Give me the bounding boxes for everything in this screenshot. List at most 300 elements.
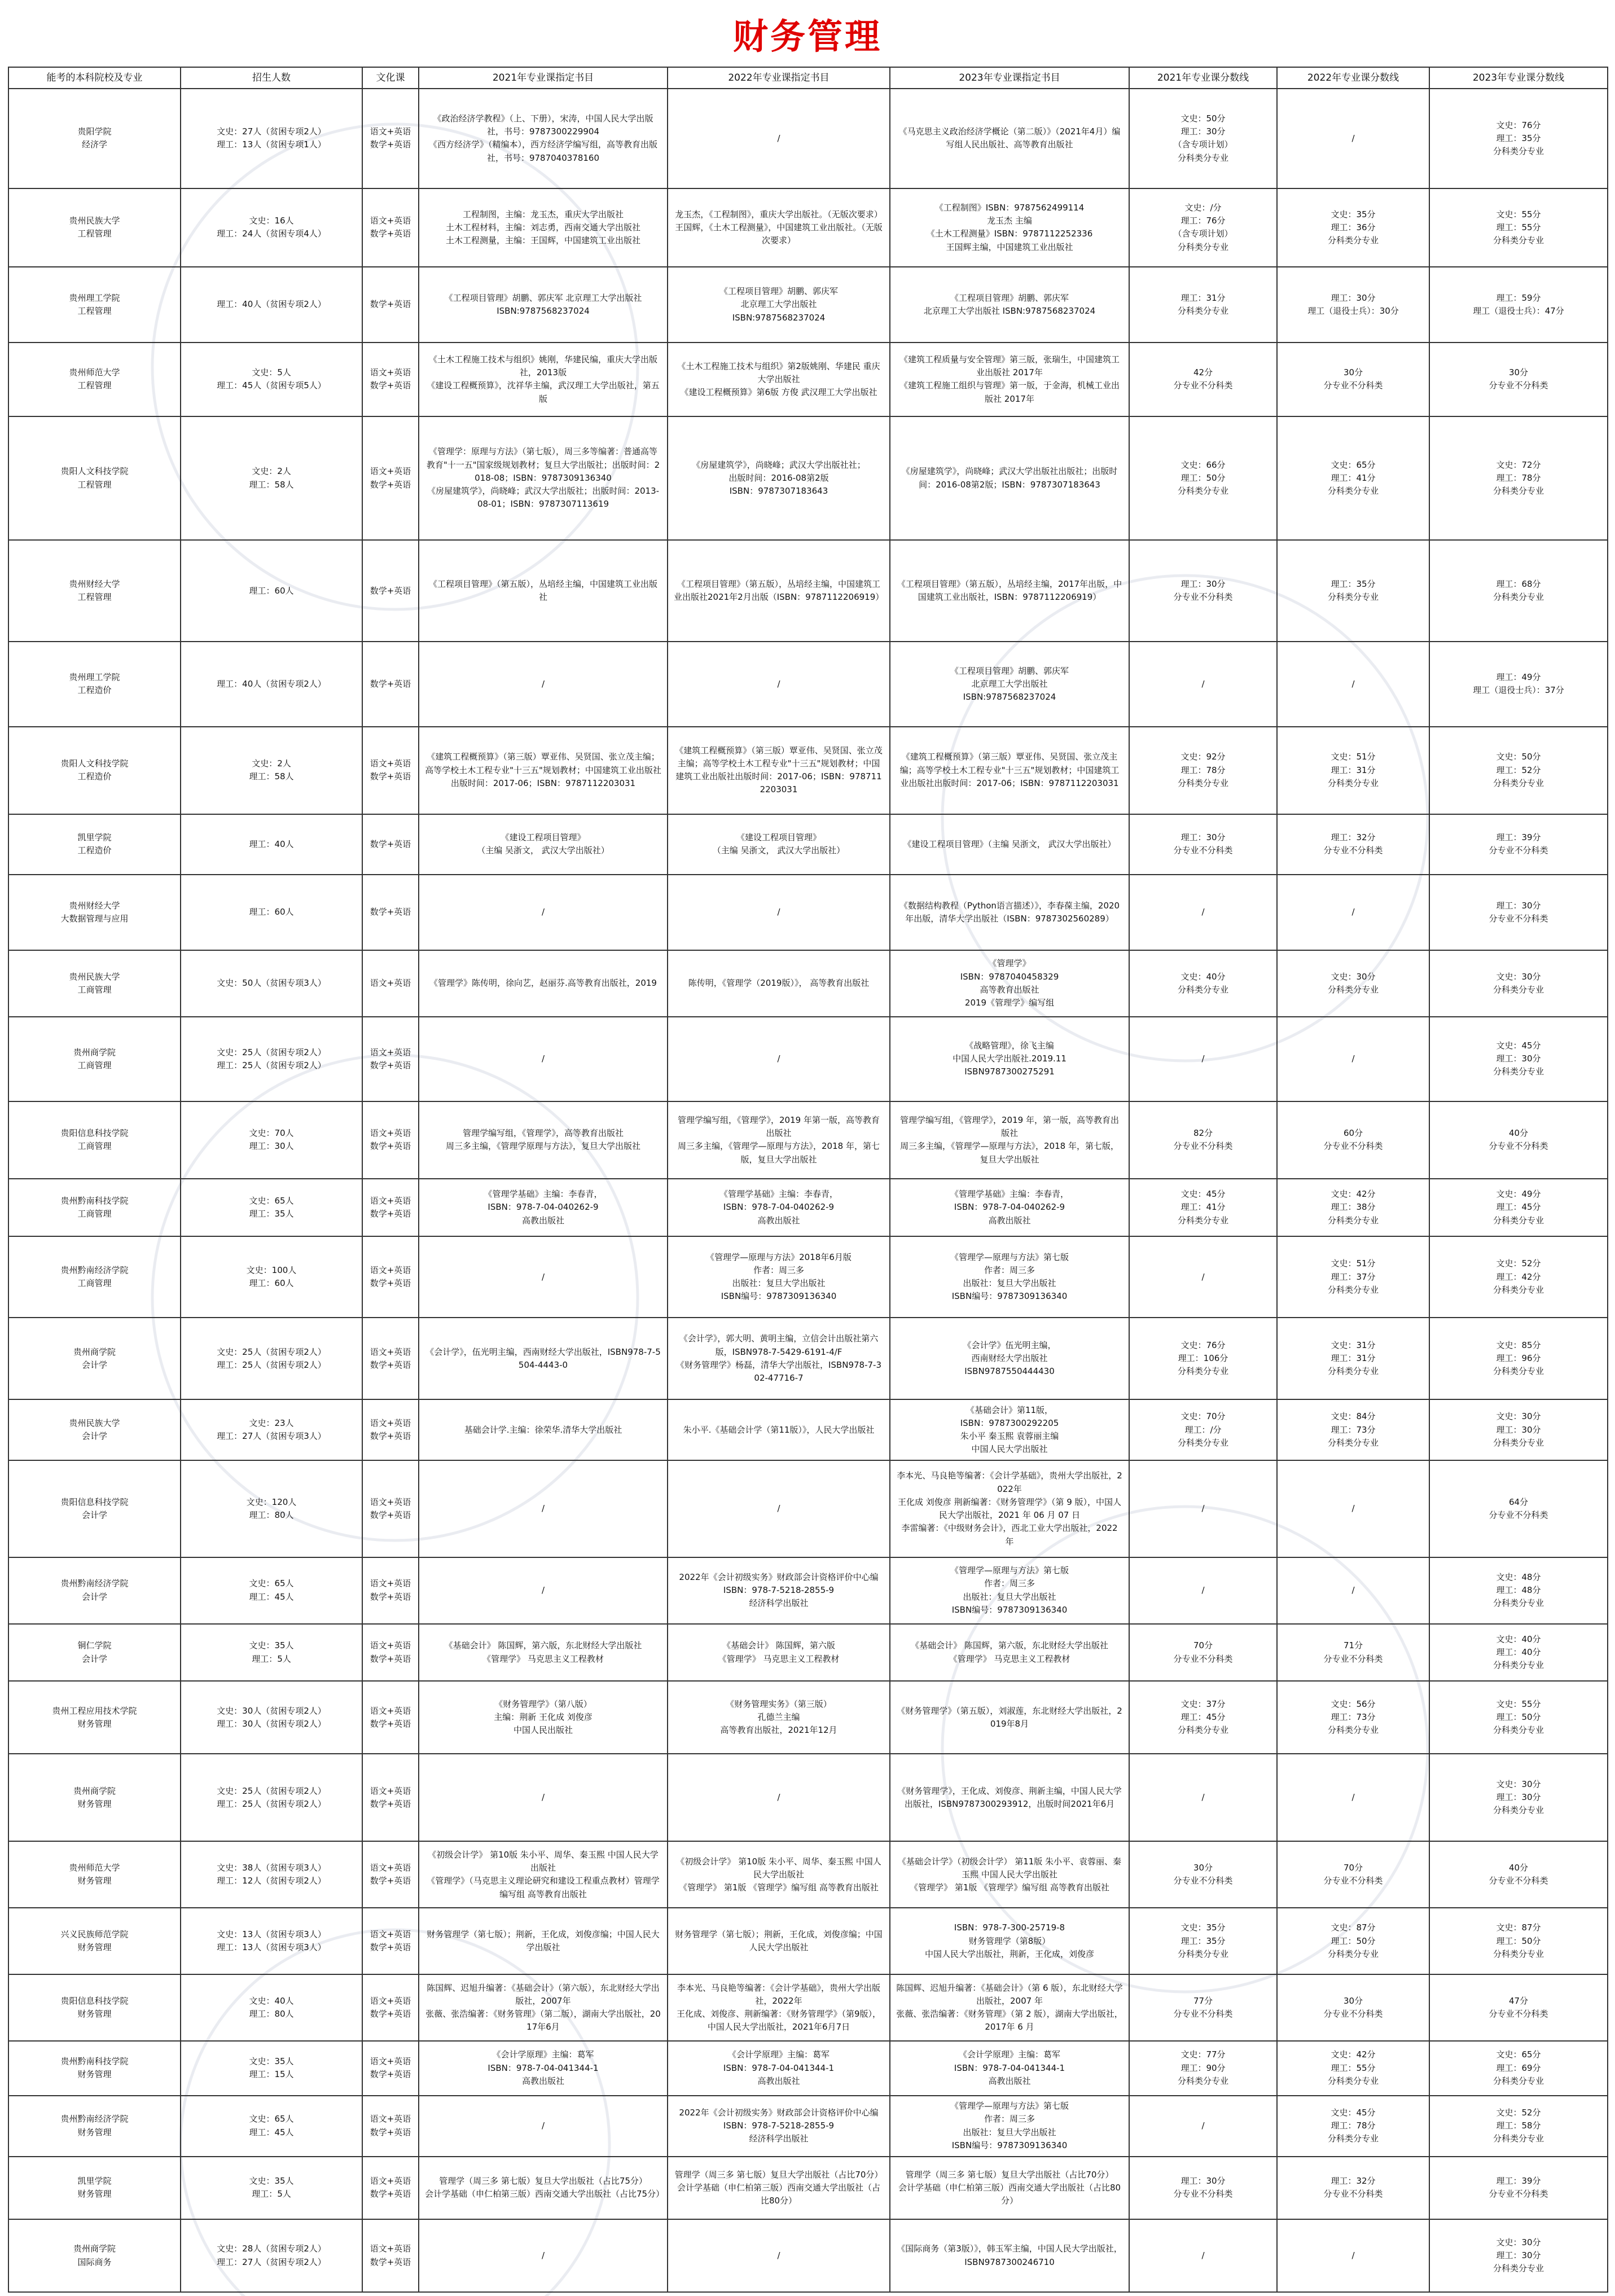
- score-2022-cell: /: [1277, 1460, 1429, 1557]
- books-2022-cell: 朱小平.《基础会计学（第11版）》，人民大学出版社: [668, 1399, 890, 1460]
- header-score-2022: 2022年专业课分数线: [1277, 67, 1429, 89]
- enrollment-cell: 文史：120人 理工：80人: [181, 1460, 362, 1557]
- school-cell: 贵州商学院 财务管理: [8, 1754, 181, 1841]
- enrollment-cell: 文史：30人（贫困专项2人） 理工：30人（贫困专项2人）: [181, 1681, 362, 1754]
- books-2021-cell: /: [419, 1557, 668, 1624]
- school-cell: 贵州师范大学 财务管理: [8, 1841, 181, 1908]
- score-2022-cell: 70分 分专业不分科类: [1277, 1841, 1429, 1908]
- score-2022-cell: 文史：56分 理工：73分 分科类分专业: [1277, 1681, 1429, 1754]
- subjects-cell: 语文+英语 数学+英语: [362, 1179, 419, 1236]
- header-school: 能考的本科院校及专业: [8, 67, 181, 89]
- school-cell: 贵州理工学院 工程管理: [8, 267, 181, 343]
- score-2021-cell: 文史：35分 理工：35分 分科类分专业: [1129, 1908, 1277, 1974]
- enrollment-cell: 文史：65人 理工：45人: [181, 2096, 362, 2157]
- score-2021-cell: /: [1129, 1460, 1277, 1557]
- books-2021-cell: 《土木工程施工技术与组织》姚刚，华建民编，重庆大学出版社，2013版 《建设工程概预算》，沈祥华主编，武汉理工大学出版社，第五版: [419, 343, 668, 416]
- subjects-cell: 语文+英语 数学+英语: [362, 2096, 419, 2157]
- subjects-cell: 数学+英语: [362, 814, 419, 875]
- subjects-cell: 数学+英语: [362, 875, 419, 950]
- table-row: [8, 2041, 1608, 2095]
- score-2022-cell: 文史：84分 理工：73分 分科类分专业: [1277, 1399, 1429, 1460]
- books-2023-cell: 《财务管理学》，王化成、刘俊彦、荆新主编，中国人民大学出版社，ISBN9787300293912，出版时间2021年6月: [890, 1754, 1129, 1841]
- school-cell: 贵州黔南经济学院 财务管理: [8, 2096, 181, 2157]
- score-2022-cell: 理工：35分 分科类分专业: [1277, 540, 1429, 642]
- books-2023-cell: 《建筑工程概预算》（第三版）覃亚伟、吴贤国、张立茂主编；高等学校土木工程专业"十三五"规划教材；中国建筑工业出版社出版时间：2017-06；ISBN：9787112203031: [890, 727, 1129, 814]
- score-2022-cell: 理工：32分 分专业不分科类: [1277, 2157, 1429, 2219]
- table-row: [8, 89, 1608, 188]
- table-row: [8, 1318, 1608, 1399]
- enrollment-cell: 文史：40人 理工：80人: [181, 1974, 362, 2041]
- subjects-cell: 语文+英语 数学+英语: [362, 1460, 419, 1557]
- score-2022-cell: 30分 分专业不分科类: [1277, 1974, 1429, 2041]
- books-2021-cell: 财务管理学（第七版）；荆新，王化成，刘俊彦编；中国人民大学出版社: [419, 1908, 668, 1974]
- header-enrollment: 招生人数: [181, 67, 362, 89]
- books-2023-cell: 《房屋建筑学》，尚晓峰；武汉大学出版社出版社；出版时间：2016-08第2版；ISBN：9787307183643: [890, 416, 1129, 541]
- enrollment-cell: 文史：13人（贫困专项3人） 理工：13人（贫困专项3人）: [181, 1908, 362, 1974]
- books-2023-cell: 《管理学—原理与方法》第七版 作者：周三多 出版社：复旦大学出版社 ISBN编号：9787309136340: [890, 1236, 1129, 1318]
- school-cell: 贵阳学院 经济学: [8, 89, 181, 188]
- books-2021-cell: 管理学（周三多 第七版）复旦大学出版社（占比75分） 会计学基础（申仁柏第三版）西南交通大学出版社（占比75分）: [419, 2157, 668, 2219]
- table-row: [8, 1974, 1608, 2041]
- score-2023-cell: 文史：30分 分科类分专业: [1429, 950, 1608, 1017]
- score-2021-cell: 30分 分专业不分科类: [1129, 1841, 1277, 1908]
- score-2021-cell: /: [1129, 2096, 1277, 2157]
- score-2023-cell: 文史：85分 理工：96分 分科类分专业: [1429, 1318, 1608, 1399]
- score-2022-cell: 理工：32分 分专业不分科类: [1277, 814, 1429, 875]
- school-cell: 贵阳人文科技学院 工程管理: [8, 416, 181, 541]
- subjects-cell: 数学+英语: [362, 642, 419, 726]
- subjects-cell: 语文+英语: [362, 950, 419, 1017]
- table-row: [8, 1841, 1608, 1908]
- enrollment-cell: 文史：25人（贫困专项2人） 理工：25人（贫困专项2人）: [181, 1318, 362, 1399]
- table-row: [8, 2096, 1608, 2157]
- books-2022-cell: 《管理学—原理与方法》2018年6月版 作者：周三多 出版社：复旦大学出版社 ISBN编号：9787309136340: [668, 1236, 890, 1318]
- header-culture-subjects: 文化课: [362, 67, 419, 89]
- header-books-2023: 2023年专业课指定书目: [890, 67, 1129, 89]
- books-2021-cell: 《建设工程项目管理》 （主编 吴浙文， 武汉大学出版社）: [419, 814, 668, 875]
- table-row: [8, 1236, 1608, 1318]
- enrollment-cell: 文史：65人 理工：45人: [181, 1557, 362, 1624]
- books-2022-cell: 《初级会计学》 第10版 朱小平、周华、秦玉熙 中国人民大学出版社 《管理学》 第1版 《管理学》编写组 高等教育出版社: [668, 1841, 890, 1908]
- books-2023-cell: 《会计学》伍光明主编， 西南财经大学出版社 ISBN9787550444430: [890, 1318, 1129, 1399]
- school-cell: 贵州民族大学 工商管理: [8, 950, 181, 1017]
- score-2023-cell: 文史：65分 理工：69分 分科类分专业: [1429, 2041, 1608, 2095]
- school-cell: 贵州黔南科技学院 财务管理: [8, 2041, 181, 2095]
- enrollment-cell: 文史：100人 理工：60人: [181, 1236, 362, 1318]
- score-2022-cell: 71分 分专业不分科类: [1277, 1624, 1429, 1682]
- score-2023-cell: 文史：52分 理工：42分 分科类分专业: [1429, 1236, 1608, 1318]
- enrollment-cell: 文史：5人 理工：45人（贫困专项5人）: [181, 343, 362, 416]
- subjects-cell: 语文+英语 数学+英语: [362, 1841, 419, 1908]
- enrollment-cell: 文史：38人（贫困专项3人） 理工：12人（贫困专项2人）: [181, 1841, 362, 1908]
- score-2021-cell: 文史：/分 理工：76分 （含专项计划） 分科类分专业: [1129, 188, 1277, 267]
- books-2021-cell: /: [419, 875, 668, 950]
- books-2022-cell: /: [668, 1460, 890, 1557]
- score-2021-cell: 理工：30分 分专业不分科类: [1129, 814, 1277, 875]
- books-2022-cell: 2022年《会计初级实务》财政部会计资格评价中心编 ISBN：978-7-5218-2855-9 经济科学出版社: [668, 1557, 890, 1624]
- header-score-2021: 2021年专业课分数线: [1129, 67, 1277, 89]
- enrollment-cell: 文史：2人 理工：58人: [181, 727, 362, 814]
- books-2023-cell: 《管理学》 ISBN：9787040458329 高等教育出版社 2019《管理学》编写组: [890, 950, 1129, 1017]
- books-2022-cell: 管理学编写组，《管理学》，2019 年第一版，高等教育出版社 周三多主编，《管理学—原理与方法》，2018 年，第七版，复旦大学出版社: [668, 1101, 890, 1179]
- subjects-cell: 语文+英语 数学+英语: [362, 1318, 419, 1399]
- books-2021-cell: 《管理学：原理与方法》（第七版），周三多等编著：普通高等教育"十一五"国家级规划教材；复旦大学出版社；出版时间：2018-08；ISBN：9787309136340 《房屋建筑学》，尚晓峰；武汉大学出版社；出版时间：2013-08-01；ISBN：9787307113619: [419, 416, 668, 541]
- score-2022-cell: 文史：45分 理工：78分 分科类分专业: [1277, 2096, 1429, 2157]
- books-2023-cell: 《工程项目管理》胡鹏、郭庆军 北京理工大学出版社 ISBN:9787568237024: [890, 642, 1129, 726]
- table-row: [8, 875, 1608, 950]
- school-cell: 贵阳信息科技学院 财务管理: [8, 1974, 181, 2041]
- score-2022-cell: 60分 分专业不分科类: [1277, 1101, 1429, 1179]
- score-2021-cell: 文史：50分 理工：30分 （含专项计划） 分科类分专业: [1129, 89, 1277, 188]
- books-2021-cell: 《初级会计学》 第10版 朱小平、周华、秦玉熙 中国人民大学出版社 《管理学》（马克思主义理论研究和建设工程重点教材）管理学编写组 高等教育出版社: [419, 1841, 668, 1908]
- books-2021-cell: /: [419, 642, 668, 726]
- table-row: [8, 727, 1608, 814]
- school-cell: 贵阳人文科技学院 工程造价: [8, 727, 181, 814]
- score-2021-cell: 文史：76分 理工：106分 分科类分专业: [1129, 1318, 1277, 1399]
- score-2022-cell: 文史：42分 理工：38分 分科类分专业: [1277, 1179, 1429, 1236]
- score-2023-cell: 理工：30分 分专业不分科类: [1429, 875, 1608, 950]
- books-2021-cell: 《工程项目管理》胡鹏、郭庆军 北京理工大学出版社 ISBN:9787568237024: [419, 267, 668, 343]
- subjects-cell: 语文+英语 数学+英语: [362, 1399, 419, 1460]
- score-2023-cell: 文史：72分 理工：78分 分科类分专业: [1429, 416, 1608, 541]
- score-2022-cell: /: [1277, 1017, 1429, 1101]
- score-2023-cell: 40分 分专业不分科类: [1429, 1841, 1608, 1908]
- books-2021-cell: 《工程项目管理》（第五版），丛培经主编，中国建筑工业出版社: [419, 540, 668, 642]
- school-cell: 贵州商学院 国际商务: [8, 2219, 181, 2292]
- books-2021-cell: 工程制图，主编：龙玉杰，重庆大学出版社 土木工程材料，主编：刘志勇，西南交通大学出版社 土木工程测量，主编：王国辉，中国建筑工业出版社: [419, 188, 668, 267]
- score-2022-cell: 理工：30分 理工（退役士兵）：30分: [1277, 267, 1429, 343]
- score-2022-cell: 文史：30分 分科类分专业: [1277, 950, 1429, 1017]
- school-cell: 贵州黔南经济学院 工商管理: [8, 1236, 181, 1318]
- books-2022-cell: 《建筑工程概预算》（第三版）覃亚伟、吴贤国、张立茂主编；高等学校土木工程专业"十三五"规划教材；中国建筑工业出版社出版时间：2017-06；ISBN：9787112203031: [668, 727, 890, 814]
- header-books-2022: 2022年专业课指定书目: [668, 67, 890, 89]
- enrollment-cell: 文史：25人（贫困专项2人） 理工：25人（贫困专项2人）: [181, 1017, 362, 1101]
- books-2022-cell: 《管理学基础》主编：李春青， ISBN：978-7-04-040262-9 高教出版社: [668, 1179, 890, 1236]
- table-row: [8, 267, 1608, 343]
- subjects-cell: 语文+英语 数学+英语: [362, 1754, 419, 1841]
- books-2023-cell: 《国际商务（第3版）》，韩玉军主编，中国人民大学出版社，ISBN9787300246710: [890, 2219, 1129, 2292]
- header-row: [8, 67, 1608, 89]
- books-2021-cell: /: [419, 1017, 668, 1101]
- score-2023-cell: 文史：49分 理工：45分 分科类分专业: [1429, 1179, 1608, 1236]
- enrollment-cell: 理工：60人: [181, 875, 362, 950]
- school-cell: 贵州民族大学 工程管理: [8, 188, 181, 267]
- score-2022-cell: /: [1277, 1754, 1429, 1841]
- books-2022-cell: 陈传明，《管理学（2019版）》， 高等教育出版社: [668, 950, 890, 1017]
- school-cell: 贵州工程应用技术学院 财务管理: [8, 1681, 181, 1754]
- books-2022-cell: 《会计学原理》主编：葛军 ISBN：978-7-04-041344-1 高教出版社: [668, 2041, 890, 2095]
- subjects-cell: 语文+英语 数学+英语: [362, 2041, 419, 2095]
- books-2022-cell: 《会计学》，郭大明、黄明主编，立信会计出版社第六版，ISBN978-7-5429-6191-4/F 《财务管理学》杨磊，清华大学出版社，ISBN978-7-302-47716-7: [668, 1318, 890, 1399]
- books-2021-cell: /: [419, 1460, 668, 1557]
- table-row: [8, 1754, 1608, 1841]
- enrollment-cell: 文史：65人 理工：35人: [181, 1179, 362, 1236]
- subjects-cell: 语文+英语 数学+英语: [362, 1908, 419, 1974]
- table-row: [8, 642, 1608, 726]
- enrollment-cell: 文史：70人 理工：30人: [181, 1101, 362, 1179]
- table-row: [8, 1017, 1608, 1101]
- table-row: [8, 416, 1608, 541]
- score-2022-cell: /: [1277, 1557, 1429, 1624]
- score-2023-cell: 文史：52分 理工：58分 分科类分专业: [1429, 2096, 1608, 2157]
- score-2022-cell: 文史：51分 理工：37分 分科类分专业: [1277, 1236, 1429, 1318]
- school-cell: 贵州理工学院 工程造价: [8, 642, 181, 726]
- majors-table: [8, 67, 1608, 2293]
- school-cell: 凯里学院 工程造价: [8, 814, 181, 875]
- books-2021-cell: /: [419, 1754, 668, 1841]
- score-2023-cell: 理工：68分 分科类分专业: [1429, 540, 1608, 642]
- books-2022-cell: /: [668, 875, 890, 950]
- score-2021-cell: 理工：30分 分专业不分科类: [1129, 540, 1277, 642]
- table-row: [8, 1399, 1608, 1460]
- school-cell: 铜仁学院 会计学: [8, 1624, 181, 1682]
- score-2021-cell: 文史：45分 理工：41分 分科类分专业: [1129, 1179, 1277, 1236]
- subjects-cell: 语文+英语 数学+英语: [362, 727, 419, 814]
- enrollment-cell: 文史：23人 理工：27人（贫困专项3人）: [181, 1399, 362, 1460]
- score-2021-cell: 文史：70分 理工：/分 分科类分专业: [1129, 1399, 1277, 1460]
- books-2022-cell: 《房屋建筑学》，尚晓峰；武汉大学出版社社； 出版时间：2016-08第2版 ISBN：9787307183643: [668, 416, 890, 541]
- score-2023-cell: 30分 分专业不分科类: [1429, 343, 1608, 416]
- enrollment-cell: 文史：35人 理工：15人: [181, 2041, 362, 2095]
- books-2023-cell: 《管理学—原理与方法》第七版 作者：周三多 出版社：复旦大学出版社 ISBN编号：9787309136340: [890, 2096, 1129, 2157]
- books-2022-cell: 财务管理学（第七版）；荆新，王化成，刘俊彦编；中国人民大学出版社: [668, 1908, 890, 1974]
- school-cell: 贵阳信息科技学院 工商管理: [8, 1101, 181, 1179]
- score-2023-cell: 文史：45分 理工：30分 分科类分专业: [1429, 1017, 1608, 1101]
- books-2023-cell: 《战略管理》，徐飞主编 中国人民大学出版社.2019.11 ISBN9787300275291: [890, 1017, 1129, 1101]
- books-2023-cell: 《工程项目管理》（第五版），丛培经主编，2017年出版，中国建筑工业出版社，ISBN：9787112206919）: [890, 540, 1129, 642]
- school-cell: 贵州民族大学 会计学: [8, 1399, 181, 1460]
- table-row: [8, 1908, 1608, 1974]
- books-2021-cell: /: [419, 1236, 668, 1318]
- books-2023-cell: 《管理学—原理与方法》第七版 作者：周三多 出版社：复旦大学出版社 ISBN编号：9787309136340: [890, 1557, 1129, 1624]
- score-2023-cell: 64分 分专业不分科类: [1429, 1460, 1608, 1557]
- school-cell: 贵阳信息科技学院 会计学: [8, 1460, 181, 1557]
- score-2023-cell: 文史：55分 理工：50分 分科类分专业: [1429, 1681, 1608, 1754]
- books-2023-cell: 陈国辉、迟旭升编著：《基础会计》（第 6 版），东北财经大学出版社，2007 年 张薇、张浩编著：《财务管理》（第 2 版），湖南大学出版社，2017年 6 月: [890, 1974, 1129, 2041]
- table-row: [8, 1179, 1608, 1236]
- score-2021-cell: /: [1129, 642, 1277, 726]
- books-2022-cell: 《工程项目管理》胡鹏、郭庆军 北京理工大学出版社 ISBN:9787568237024: [668, 267, 890, 343]
- books-2021-cell: 《政治经济学教程》（上、下册），宋涛，中国人民大学出版社，书号：9787300229904 《西方经济学》（精编本），西方经济学编写组，高等教育出版社，书号：9787040378160: [419, 89, 668, 188]
- books-2022-cell: 《土木工程施工技术与组织》第2版姚刚、华建民 重庆大学出版社 《建设工程概预算》第6版 方俊 武汉理工大学出版社: [668, 343, 890, 416]
- score-2021-cell: 70分 分专业不分科类: [1129, 1624, 1277, 1682]
- page-title: 财务管理: [732, 15, 882, 57]
- subjects-cell: 语文+英语 数学+英语: [362, 1974, 419, 2041]
- score-2021-cell: 77分 分专业不分科类: [1129, 1974, 1277, 2041]
- subjects-cell: 语文+英语 数学+英语: [362, 416, 419, 541]
- books-2021-cell: 《管理学》陈传明，徐向艺，赵丽芬.高等教育出版社，2019: [419, 950, 668, 1017]
- books-2023-cell: 《数据结构教程（Python语言描述）》，李春葆主编，2020年出版，清华大学出版社（ISBN：9787302560289）: [890, 875, 1129, 950]
- books-2023-cell: 《基础会计》 陈国辉，第六版，东北财经大学出版社 《管理学》 马克思主义工程教材: [890, 1624, 1129, 1682]
- score-2023-cell: 文史：48分 理工：48分 分科类分专业: [1429, 1557, 1608, 1624]
- enrollment-cell: 文史：16人 理工：24人（贫困专项4人）: [181, 188, 362, 267]
- table-row: [8, 540, 1608, 642]
- books-2021-cell: 《会计学》，伍光明主编，西南财经大学出版社，ISBN978-7-5504-4443-0: [419, 1318, 668, 1399]
- score-2021-cell: /: [1129, 1557, 1277, 1624]
- books-2023-cell: 《马克思主义政治经济学概论（第二版）》（2021年4月）编写组人民出版社、高等教育出版社: [890, 89, 1129, 188]
- score-2021-cell: 文史：66分 理工：50分 分科类分专业: [1129, 416, 1277, 541]
- books-2023-cell: 《管理学基础》主编：李春青， ISBN：978-7-04-040262-9 高教出版社: [890, 1179, 1129, 1236]
- score-2022-cell: 文史：35分 理工：36分 分科类分专业: [1277, 188, 1429, 267]
- books-2021-cell: 《财务管理学》（第八版） 主编：荆新 王化成 刘俊彦 中国人民出版社: [419, 1681, 668, 1754]
- school-cell: 贵州师范大学 工程管理: [8, 343, 181, 416]
- header-score-2023: 2023年专业课分数线: [1429, 67, 1608, 89]
- enrollment-cell: 文史：27人（贫困专项2人） 理工：13人（贫困专项1人）: [181, 89, 362, 188]
- score-2021-cell: 文史：77分 理工：90分 分科类分专业: [1129, 2041, 1277, 2095]
- books-2022-cell: /: [668, 2219, 890, 2292]
- table-row: [8, 1681, 1608, 1754]
- subjects-cell: 语文+英语 数学+英语: [362, 1017, 419, 1101]
- enrollment-cell: 理工：40人（贫困专项2人）: [181, 642, 362, 726]
- score-2021-cell: 理工：30分 分专业不分科类: [1129, 2157, 1277, 2219]
- subjects-cell: 语文+英语 数学+英语: [362, 1557, 419, 1624]
- score-2021-cell: 文史：92分 理工：78分 分科类分专业: [1129, 727, 1277, 814]
- enrollment-cell: 理工：60人: [181, 540, 362, 642]
- books-2022-cell: 《建设工程项目管理》 （主编 吴浙文， 武汉大学出版社）: [668, 814, 890, 875]
- books-2022-cell: 2022年《会计初级实务》财政部会计资格评价中心编 ISBN：978-7-5218-2855-9 经济科学出版社: [668, 2096, 890, 2157]
- score-2022-cell: 文史：65分 理工：41分 分科类分专业: [1277, 416, 1429, 541]
- books-2022-cell: 龙玉杰，《工程制图》，重庆大学出版社。（无版次要求） 王国辉，《土木工程测量》，中国建筑工业出版社。（无版次要求）: [668, 188, 890, 267]
- books-2023-cell: 管理学（周三多 第七版）复旦大学出版社（占比70分） 会计学基础（申仁柏第三版）西南交通大学出版社（占比80分）: [890, 2157, 1129, 2219]
- table-row: [8, 2219, 1608, 2292]
- score-2022-cell: /: [1277, 2219, 1429, 2292]
- score-2023-cell: 理工：49分 理工（退役士兵）：37分: [1429, 642, 1608, 726]
- score-2022-cell: 文史：31分 理工：31分 分科类分专业: [1277, 1318, 1429, 1399]
- score-2023-cell: 文史：40分 理工：40分 分科类分专业: [1429, 1624, 1608, 1682]
- school-cell: 凯里学院 财务管理: [8, 2157, 181, 2219]
- books-2021-cell: /: [419, 2219, 668, 2292]
- score-2023-cell: 文史：30分 理工：30分 分科类分专业: [1429, 2219, 1608, 2292]
- score-2022-cell: 文史：51分 理工：31分 分科类分专业: [1277, 727, 1429, 814]
- score-2023-cell: 文史：87分 理工：50分 分科类分专业: [1429, 1908, 1608, 1974]
- books-2021-cell: 《基础会计》 陈国辉，第六版，东北财经大学出版社 《管理学》 马克思主义工程教材: [419, 1624, 668, 1682]
- books-2023-cell: 《会计学原理》主编：葛军 ISBN：978-7-04-041344-1 高教出版社: [890, 2041, 1129, 2095]
- books-2023-cell: 《建设工程项目管理》（主编 吴浙文， 武汉大学出版社）: [890, 814, 1129, 875]
- score-2022-cell: 文史：42分 理工：55分 分科类分专业: [1277, 2041, 1429, 2095]
- books-2021-cell: 基础会计学.主编：徐荣华.清华大学出版社: [419, 1399, 668, 1460]
- score-2021-cell: 82分 分专业不分科类: [1129, 1101, 1277, 1179]
- school-cell: 贵州财经大学 大数据管理与应用: [8, 875, 181, 950]
- subjects-cell: 语文+英语 数学+英语: [362, 2219, 419, 2292]
- enrollment-cell: 文史：25人（贫困专项2人） 理工：25人（贫困专项2人）: [181, 1754, 362, 1841]
- books-2021-cell: 《建筑工程概预算》（第三版）覃亚伟、吴贤国、张立茂主编；高等学校土木工程专业"十三五"规划教材；中国建筑工业出版社出版时间：2017-06；ISBN：9787112203031: [419, 727, 668, 814]
- school-cell: 贵州财经大学 工程管理: [8, 540, 181, 642]
- table-row: [8, 1101, 1608, 1179]
- school-cell: 兴义民族师范学院 财务管理: [8, 1908, 181, 1974]
- subjects-cell: 语文+英语 数学+英语: [362, 1681, 419, 1754]
- score-2022-cell: /: [1277, 642, 1429, 726]
- table-row: [8, 1624, 1608, 1682]
- subjects-cell: 语文+英语 数学+英语: [362, 1624, 419, 1682]
- title-bar: [0, 0, 1615, 67]
- books-2023-cell: 管理学编写组，《管理学》，2019 年，第一版，高等教育出版社 周三多主编，《管理学—原理与方法》，2018 年，第七版，复旦大学出版社: [890, 1101, 1129, 1179]
- score-2023-cell: 文史：30分 理工：30分 分科类分专业: [1429, 1399, 1608, 1460]
- books-2021-cell: 《管理学基础》主编：李春青， ISBN：978-7-04-040262-9 高教出版社: [419, 1179, 668, 1236]
- enrollment-cell: 理工：40人（贫困专项2人）: [181, 267, 362, 343]
- score-2023-cell: 文史：55分 理工：55分 分科类分专业: [1429, 188, 1608, 267]
- score-2023-cell: 40分 分专业不分科类: [1429, 1101, 1608, 1179]
- enrollment-cell: 文史：35人 理工：5人: [181, 2157, 362, 2219]
- score-2023-cell: 理工：39分 分专业不分科类: [1429, 814, 1608, 875]
- enrollment-cell: 文史：35人 理工：5人: [181, 1624, 362, 1682]
- books-2023-cell: ISBN：978-7-300-25719-8 财务管理学（第8版） 中国人民大学出版社，荆新，王化成，刘俊彦: [890, 1908, 1129, 1974]
- books-2023-cell: 《工程制图》ISBN：9787562499114 龙玉杰 主编 《土木工程测量》ISBN：9787112252336 王国辉主编，中国建筑工业出版社: [890, 188, 1129, 267]
- books-2021-cell: 《会计学原理》主编：葛军 ISBN：978-7-04-041344-1 高教出版社: [419, 2041, 668, 2095]
- subjects-cell: 语文+英语 数学+英语: [362, 1101, 419, 1179]
- books-2022-cell: 李本光、马良艳等编著：《会计学基础》，贵州大学出版社，2022年 王化成、刘俊彦、荆新编著：《财务管理学》（第9版），中国人民大学出版社，2021年6月7日: [668, 1974, 890, 2041]
- enrollment-cell: 文史：2人 理工：58人: [181, 416, 362, 541]
- score-2022-cell: 30分 分专业不分科类: [1277, 343, 1429, 416]
- books-2022-cell: 《基础会计》 陈国辉，第六版 《管理学》 马克思主义工程教材: [668, 1624, 890, 1682]
- books-2023-cell: 《工程项目管理》胡鹏、郭庆军 北京理工大学出版社 ISBN:9787568237024: [890, 267, 1129, 343]
- books-2022-cell: /: [668, 1754, 890, 1841]
- score-2023-cell: 文史：76分 理工：35分 分科类分专业: [1429, 89, 1608, 188]
- books-2023-cell: 《建筑工程质量与安全管理》第三版，张瑞生，中国建筑工业出版社 2017年 《建筑工程施工组织与管理》第一版，于金海，机械工业出版社 2017年: [890, 343, 1129, 416]
- school-cell: 贵州黔南科技学院 工商管理: [8, 1179, 181, 1236]
- books-2022-cell: /: [668, 1017, 890, 1101]
- table-row: [8, 1557, 1608, 1624]
- score-2021-cell: /: [1129, 1017, 1277, 1101]
- score-2021-cell: 理工：31分 分科类分专业: [1129, 267, 1277, 343]
- subjects-cell: 语文+英语 数学+英语: [362, 343, 419, 416]
- books-2023-cell: 《基础会计学》（初级会计学） 第11版 朱小平、袁蓉丽、秦玉熙 中国人民大学出版社 《管理学》 第1版 《管理学》编写组 高等教育出版社: [890, 1841, 1129, 1908]
- score-2021-cell: 文史：40分 分科类分专业: [1129, 950, 1277, 1017]
- subjects-cell: 语文+英语 数学+英语: [362, 2157, 419, 2219]
- subjects-cell: 语文+英语 数学+英语: [362, 188, 419, 267]
- books-2022-cell: 《财务管理实务》（第三版） 孔德兰主编 高等教育出版社，2021年12月: [668, 1681, 890, 1754]
- school-cell: 贵州商学院 会计学: [8, 1318, 181, 1399]
- books-2022-cell: /: [668, 642, 890, 726]
- score-2022-cell: /: [1277, 875, 1429, 950]
- enrollment-cell: 理工：40人: [181, 814, 362, 875]
- score-2021-cell: /: [1129, 1754, 1277, 1841]
- books-2023-cell: 《财务管理学》（第五版），刘淑莲，东北财经大学出版社，2019年8月: [890, 1681, 1129, 1754]
- table-row: [8, 814, 1608, 875]
- score-2021-cell: 42分 分专业不分科类: [1129, 343, 1277, 416]
- books-2023-cell: 《基础会计》第11版， ISBN：9787300292205 朱小平 秦玉熙 袁蓉丽主编 中国人民大学出版社: [890, 1399, 1129, 1460]
- score-2023-cell: 文史：30分 理工：30分 分科类分专业: [1429, 1754, 1608, 1841]
- subjects-cell: 语文+英语 数学+英语: [362, 89, 419, 188]
- books-2022-cell: 《工程项目管理》（第五版），丛培经主编，中国建筑工业出版社2021年2月出版（ISBN：9787112206919）: [668, 540, 890, 642]
- score-2021-cell: /: [1129, 1236, 1277, 1318]
- subjects-cell: 语文+英语 数学+英语: [362, 1236, 419, 1318]
- table-row: [8, 188, 1608, 267]
- subjects-cell: 数学+英语: [362, 267, 419, 343]
- enrollment-cell: 文史：50人（贫困专项3人）: [181, 950, 362, 1017]
- table-row: [8, 2157, 1608, 2219]
- score-2021-cell: /: [1129, 875, 1277, 950]
- score-2023-cell: 文史：50分 理工：52分 分科类分专业: [1429, 727, 1608, 814]
- table-row: [8, 1460, 1608, 1557]
- books-2023-cell: 李本光、马良艳等编著：《会计学基础》，贵州大学出版社，2022年 王化成 刘俊彦 荆新编著：《财务管理学》（第 9 版），中国人民大学出版社，2021 年 06 月 07 日 李雷编著：《中级财务会计》，西北工业大学出版社，2022 年: [890, 1460, 1129, 1557]
- header-books-2021: 2021年专业课指定书目: [419, 67, 668, 89]
- books-2021-cell: /: [419, 2096, 668, 2157]
- school-cell: 贵州黔南经济学院 会计学: [8, 1557, 181, 1624]
- enrollment-cell: 文史：28人（贫困专项2人） 理工：27人（贫困专项2人）: [181, 2219, 362, 2292]
- score-2023-cell: 47分 分专业不分科类: [1429, 1974, 1608, 2041]
- score-2023-cell: 理工：39分 分专业不分科类: [1429, 2157, 1608, 2219]
- books-2021-cell: 管理学编写组，《管理学》，高等教育出版社 周三多主编，《管理学原理与方法》，复旦大学出版社: [419, 1101, 668, 1179]
- score-2021-cell: /: [1129, 2219, 1277, 2292]
- school-cell: 贵州商学院 工商管理: [8, 1017, 181, 1101]
- books-2022-cell: /: [668, 89, 890, 188]
- books-2022-cell: 管理学（周三多 第七版）复旦大学出版社（占比70分） 会计学基础（申仁柏第三版）西南交通大学出版社（占比80分）: [668, 2157, 890, 2219]
- score-2022-cell: 文史：87分 理工：50分 分科类分专业: [1277, 1908, 1429, 1974]
- score-2021-cell: 文史：37分 理工：45分 分科类分专业: [1129, 1681, 1277, 1754]
- score-2023-cell: 理工：59分 理工（退役士兵）：47分: [1429, 267, 1608, 343]
- books-2021-cell: 陈国辉、迟旭升编著：《基础会计》（第六版），东北财经大学出版社，2007年 张薇、张浩编著：《财务管理》（第二版），湖南大学出版社，2017年6月: [419, 1974, 668, 2041]
- subjects-cell: 数学+英语: [362, 540, 419, 642]
